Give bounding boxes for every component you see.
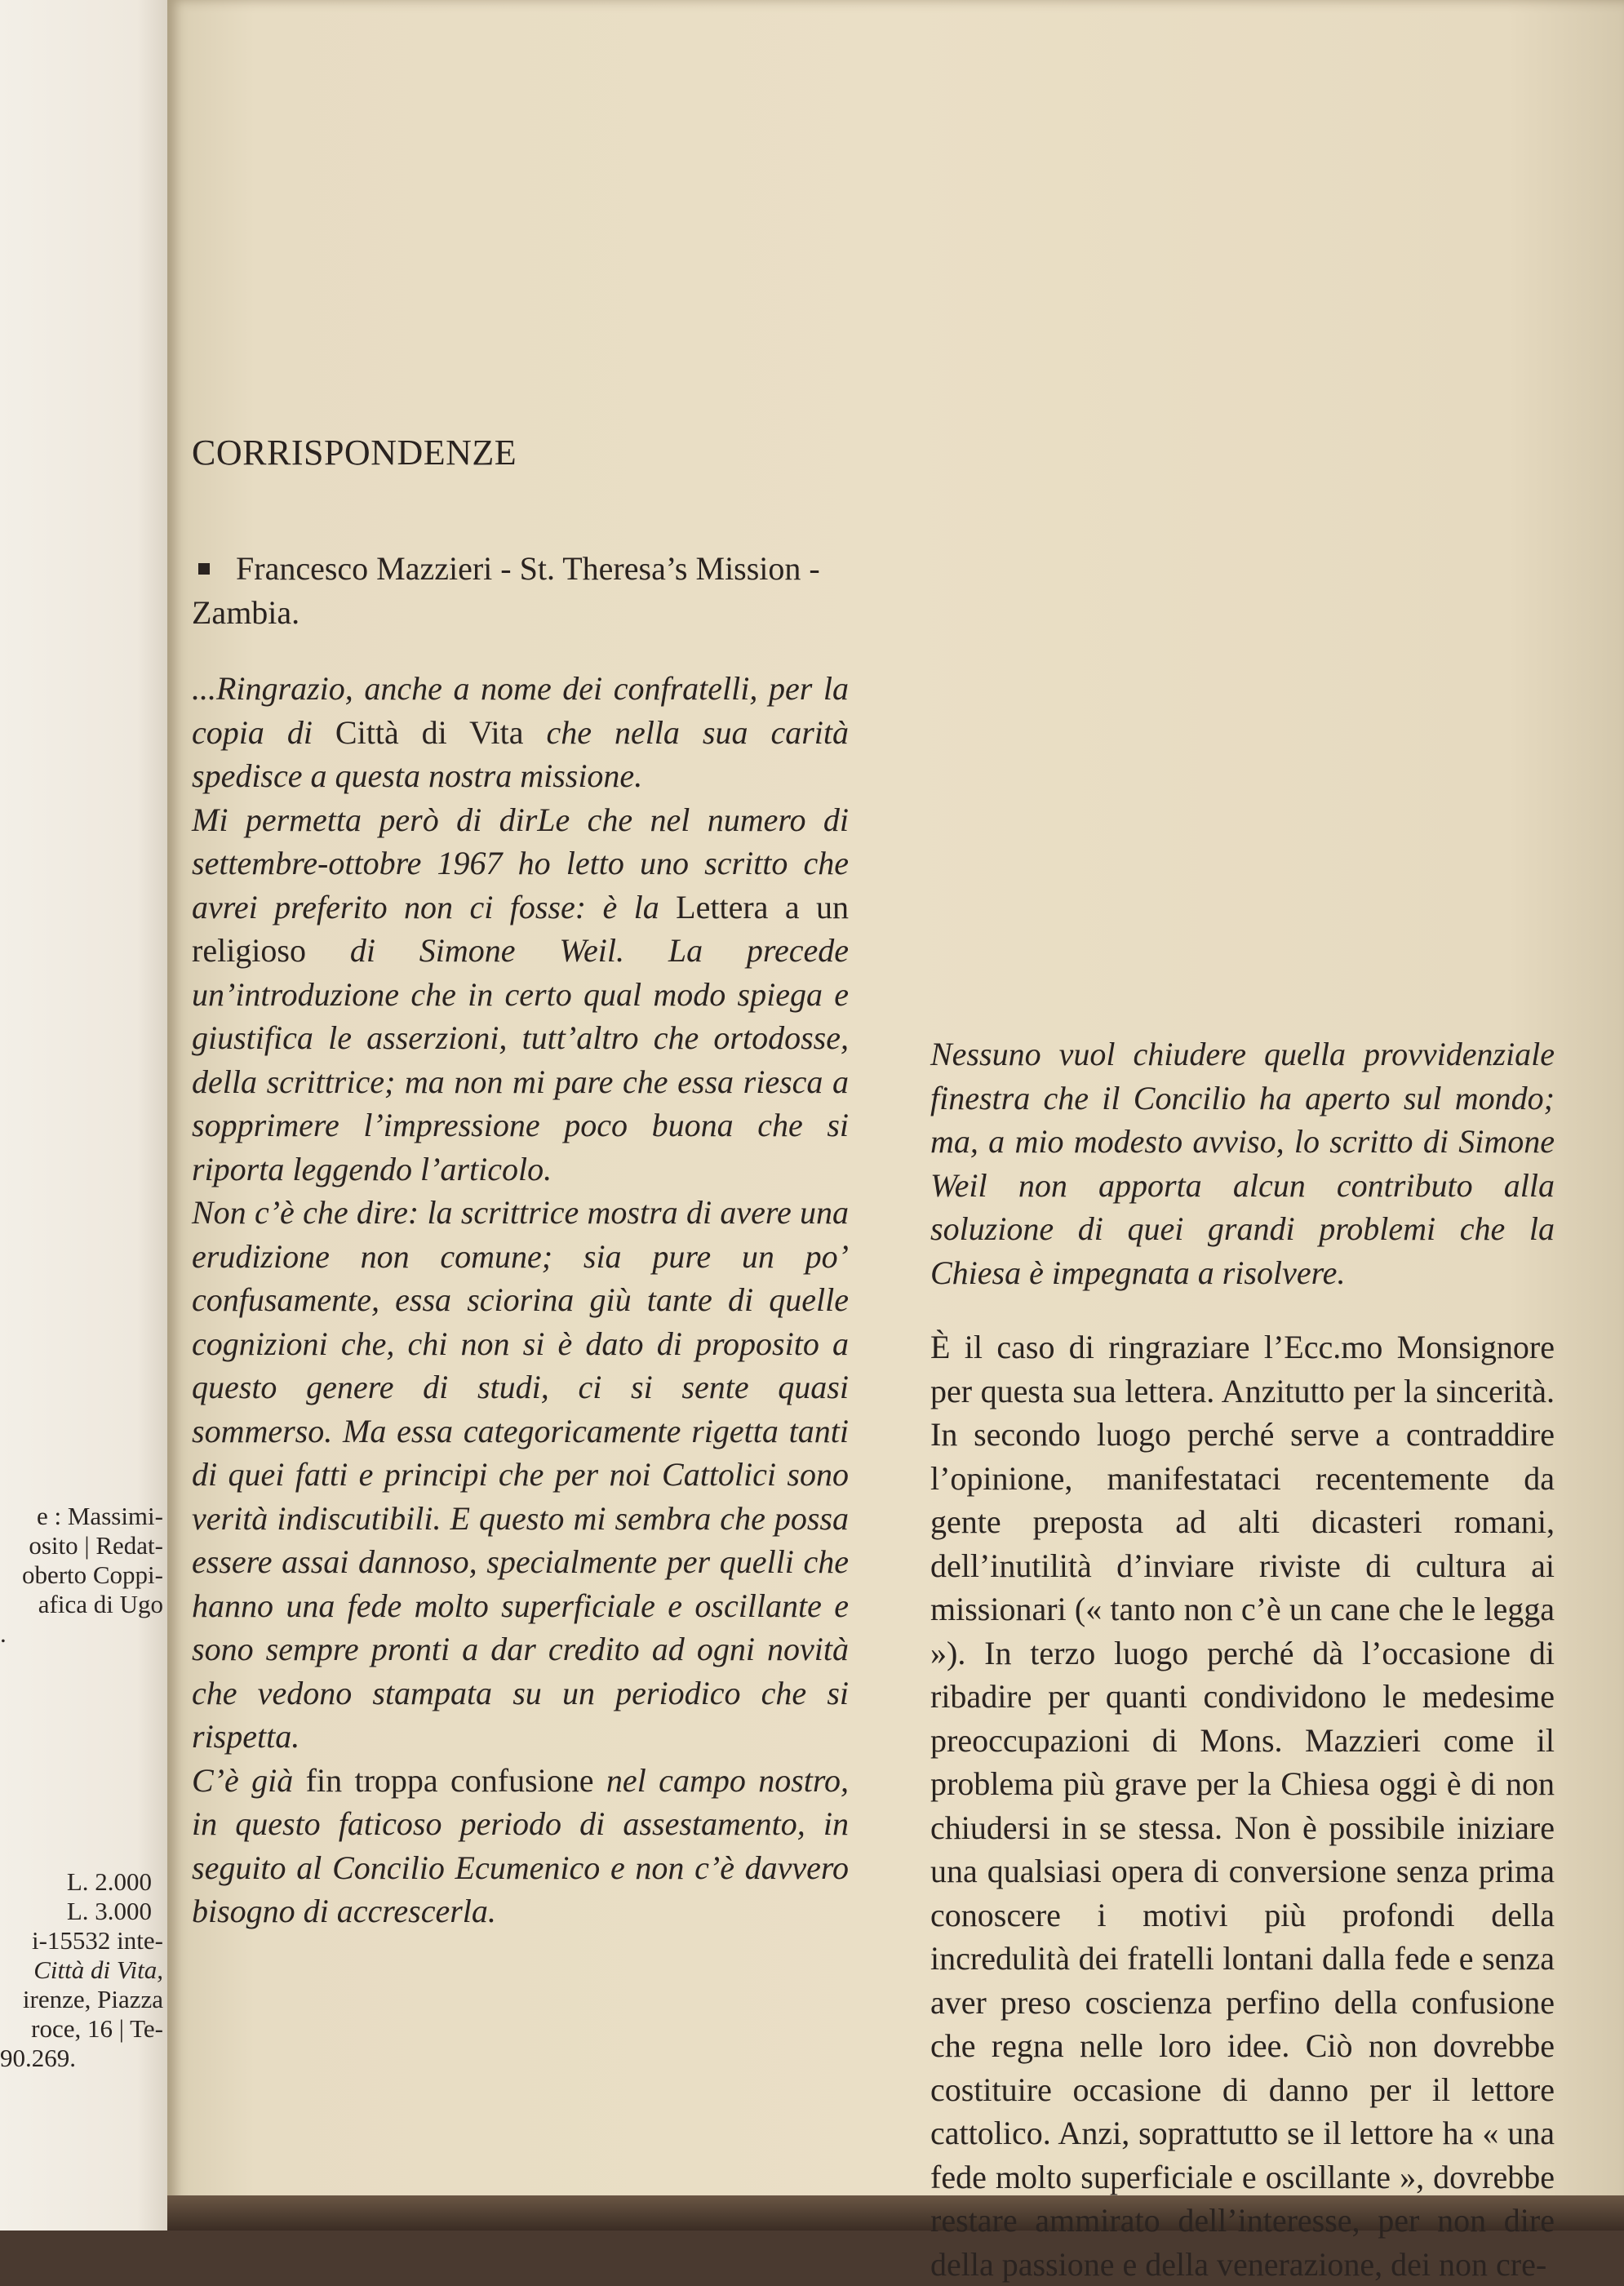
- letter-paragraph-4: C’è già fin troppa confusione nel campo nostro, in questo faticoso periodo di assestamento, in seguito al Concilio Ecumenico e non c’è davvero bisogno di accrescerla.: [192, 1761, 849, 1929]
- letter-sender: Francesco Mazzieri - St. Theresa’s Mission - Zambia.: [192, 550, 820, 631]
- letter-paragraph-5: Nessuno vuol chiudere quella provvidenziale finestra che il Concilio ha aperto sul mondo; ma, a mio modesto avviso, lo scritto di Simone Weil non apporta alcun contributo alla soluzione di quei grandi problemi che la Chiesa è impegnata a risolvere.: [930, 1036, 1555, 1291]
- previous-page-fragment-credits: e : Massimi- osito | Redat- oberto Coppi- afica di Ugo .: [0, 1502, 163, 1648]
- bullet-square-icon: [198, 563, 210, 575]
- letter-paragraph-3: Non c’è che dire: la scrittrice mostra di avere una erudizione non comune; sia pure un po’ confusamente, essa sciorina giù tante di quelle cognizioni che, chi non si è dato di proposito a questo genere di studi, ci si sente quasi sommerso. Ma essa categoricamente rigetta tanti di quei fatti e principi che per noi Cattolici sono verità indiscutibili. E questo mi sembra che possa essere assai dannoso, specialmente per quelli che hanno una fede molto superficiale e oscillante e sono sempre pronti a dar credito ad ogni novità che vedono stampata su un periodico che si rispetta.: [192, 1194, 849, 1755]
- previous-page-edge: [0, 0, 171, 2231]
- letter-paragraph-1: ...Ringrazio, anche a nome dei confratelli, per la copia di Città di Vita che nella sua carità spedisce a questa nostra missione.: [192, 670, 849, 794]
- section-title: CORRISPONDENZE: [192, 433, 517, 473]
- editorial-reply: È il caso di ringraziare l’Ecc.mo Monsignore per questa sua lettera. Anzitutto per la sincerità. In secondo luogo perché serve a contraddire l’opinione, manifestataci recentemente da gente preposta ad alti dicasteri romani, dell’inutilità d’inviare riviste di cultura ai missionari (« tanto non c’è un cane che le legga »). In terzo luogo perché dà l’occasione di ribadire per quanti condividono le medesime preoccupazioni di Mons. Mazzieri come il problema più grave per la Chiesa oggi è di non chiudersi in se stessa. Non è possibile iniziare una qualsiasi opera di conversione senza prima conoscere i motivi più profondi della incredulità dei fratelli lontani dalla fede e senza aver preso coscienza perfino della confusione che regna nelle loro idee. Ciò non dovrebbe costituire occasione di danno per il lettore cattolico. Anzi, soprattutto se il lettore ha « una fede molto superficiale e oscillante », dovrebbe restare ammirato dell’interesse, per non dire della passione e della venerazione, dei non cre-: [930, 1329, 1555, 2283]
- left-column: [192, 433, 849, 1933]
- work-title: Lettera a un religioso: [192, 888, 849, 969]
- magazine-title: Città di Vita: [335, 713, 524, 751]
- letter-paragraph-2: Mi permetta però di dirLe che nel numero di settembre-ottobre 1967 ho letto uno scritto che avrei preferito non ci fosse: è la Lettera a un religioso di Simone Weil. La precede un’introduzione che in certo qual modo spiega e giustifica le asserzioni, tutt’altro che ortodosse, della scrittrice; ma non mi pare che essa riesca a sopprimere l’impressione poco buona che si riporta leggendo l’articolo.: [192, 801, 849, 1187]
- right-column: [930, 1032, 1555, 2286]
- previous-page-fragment-subscription: L. 2.000 L. 3.000 i-15532 inte- Città di Vita, irenze, Piazza roce, 16 | Te- 90.269.: [0, 1867, 163, 2072]
